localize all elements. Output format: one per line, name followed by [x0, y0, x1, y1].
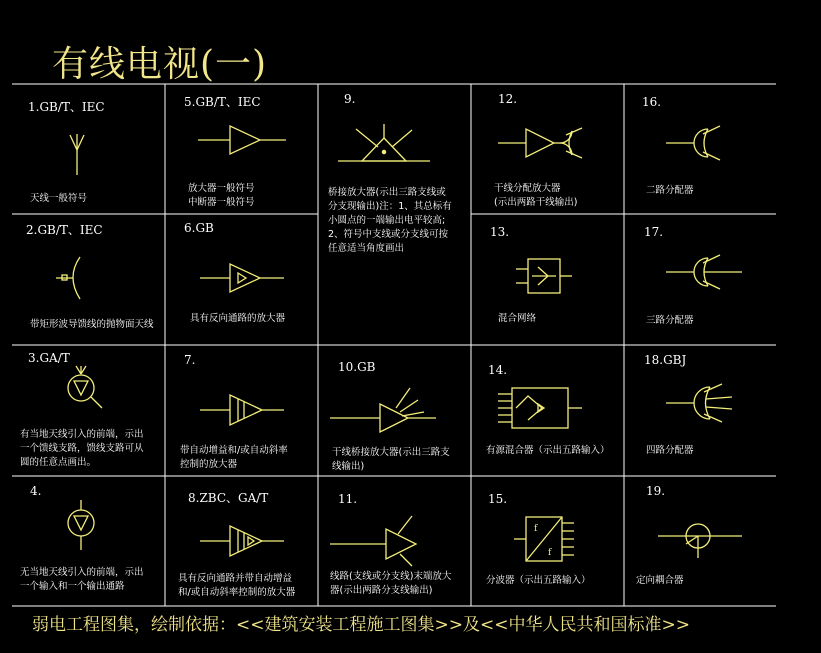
cell-5-number: 5.GB/T、IEC	[184, 95, 261, 109]
cell-11-number: 11.	[338, 492, 358, 506]
antenna-icon	[60, 130, 100, 180]
cell-9-caption: 桥接放大器(示出三路支线或 分支现输出)注：1、其总标有 小圆点的一端输出电平较高; 2、符号中支线或分支线可按 任意适当角度画出	[328, 187, 452, 254]
cell-10-number: 10.GB	[338, 360, 376, 374]
cell-13-caption: 混合网络	[498, 313, 537, 324]
cell-18-number: 18.GBJ	[644, 353, 687, 367]
footer-note: 弱电工程图集，绘制依据：<<建筑安装工程施工图集>>及<<中华人民共和国标准>>	[32, 615, 690, 635]
cell-6-caption: 具有反向通路的放大器	[190, 313, 286, 324]
cell-2-number: 2.GB/T、IEC	[26, 223, 103, 237]
three-way-splitter-icon	[666, 255, 746, 291]
cell-6-number: 6.GB	[184, 221, 214, 235]
line-end-amplifier-icon	[330, 516, 440, 566]
cell-15-caption: 分波器（示出五路输入）	[486, 575, 591, 586]
cell-16-caption: 二路分配器	[646, 185, 694, 196]
cell-18-caption: 四路分配器	[646, 445, 694, 456]
parabolic-antenna-icon	[52, 255, 92, 305]
svg-text:f: f	[534, 524, 538, 534]
cell-15-number: 15.	[488, 492, 508, 506]
trunk-distribution-amplifier-icon	[498, 126, 602, 162]
bidirectional-amplifier-icon	[200, 264, 286, 294]
page-title: 有线电视(一)	[52, 44, 268, 85]
cell-1-caption: 天线一般符号	[30, 193, 88, 204]
bidirectional-agc-amplifier-icon	[200, 526, 286, 558]
cell-11-caption: 线路(支线或分支线)末端放大 器(示出两路分支线输出)	[330, 571, 452, 596]
cell-1-number: 1.GB/T、IEC	[28, 100, 105, 114]
mixing-network-icon	[516, 257, 576, 297]
four-way-splitter-icon	[666, 384, 746, 424]
cell-13-number: 13.	[490, 225, 510, 239]
splitter-filter-icon	[514, 515, 584, 563]
cell-2-caption: 带矩形波导馈线的抛物面天线	[30, 319, 154, 330]
trunk-bridge-amplifier-icon	[330, 386, 440, 438]
cell-4-caption: 无当地天线引入的前端，示出 一个输入和一个输出通路	[20, 567, 144, 592]
cell-16-number: 16.	[642, 95, 662, 109]
cell-19-caption: 定向耦合器	[636, 575, 684, 586]
directional-coupler-icon	[658, 518, 746, 558]
cell-19-number: 19.	[646, 484, 666, 498]
cell-10-caption: 干线桥接放大器(示出三路支 线输出)	[332, 447, 450, 472]
svg-text:f: f	[548, 548, 552, 558]
cell-17-caption: 三路分配器	[646, 315, 694, 326]
cell-14-caption: 有源混合器（示出五路输入）	[486, 445, 610, 456]
headend-with-antenna-icon	[64, 366, 114, 416]
cell-4-number: 4.	[30, 484, 42, 498]
bridge-amplifier-icon	[338, 124, 438, 168]
cell-14-number: 14.	[488, 363, 508, 377]
cell-8-number: 8.ZBC、GA/T	[188, 491, 269, 505]
cell-5-caption: 放大器一般符号 中断器一般符号	[188, 183, 255, 208]
cell-9-number: 9.	[344, 92, 356, 106]
cell-3-number: 3.GA/T	[28, 351, 70, 365]
cell-7-caption: 带自动增益和/或自动斜率 控制的放大器	[180, 445, 288, 470]
active-mixer-icon	[498, 386, 588, 434]
headend-no-antenna-icon	[64, 500, 104, 560]
cell-3-caption: 有当地天线引入的前端，示出 一个馈线支路，馈线支路可从 圆的任意点画出。	[20, 429, 144, 468]
cell-7-number: 7.	[184, 353, 196, 367]
cell-12-caption: 干线分配放大器 (示出两路干线输出)	[494, 183, 578, 208]
amplifier-icon	[198, 126, 288, 156]
cell-12-number: 12.	[498, 92, 518, 106]
cell-8-caption: 具有反向通路并带自动增益 和/或自动斜率控制的放大器	[178, 573, 296, 598]
two-way-splitter-icon	[666, 126, 736, 162]
agc-amplifier-icon	[200, 395, 286, 427]
cell-17-number: 17.	[644, 225, 664, 239]
